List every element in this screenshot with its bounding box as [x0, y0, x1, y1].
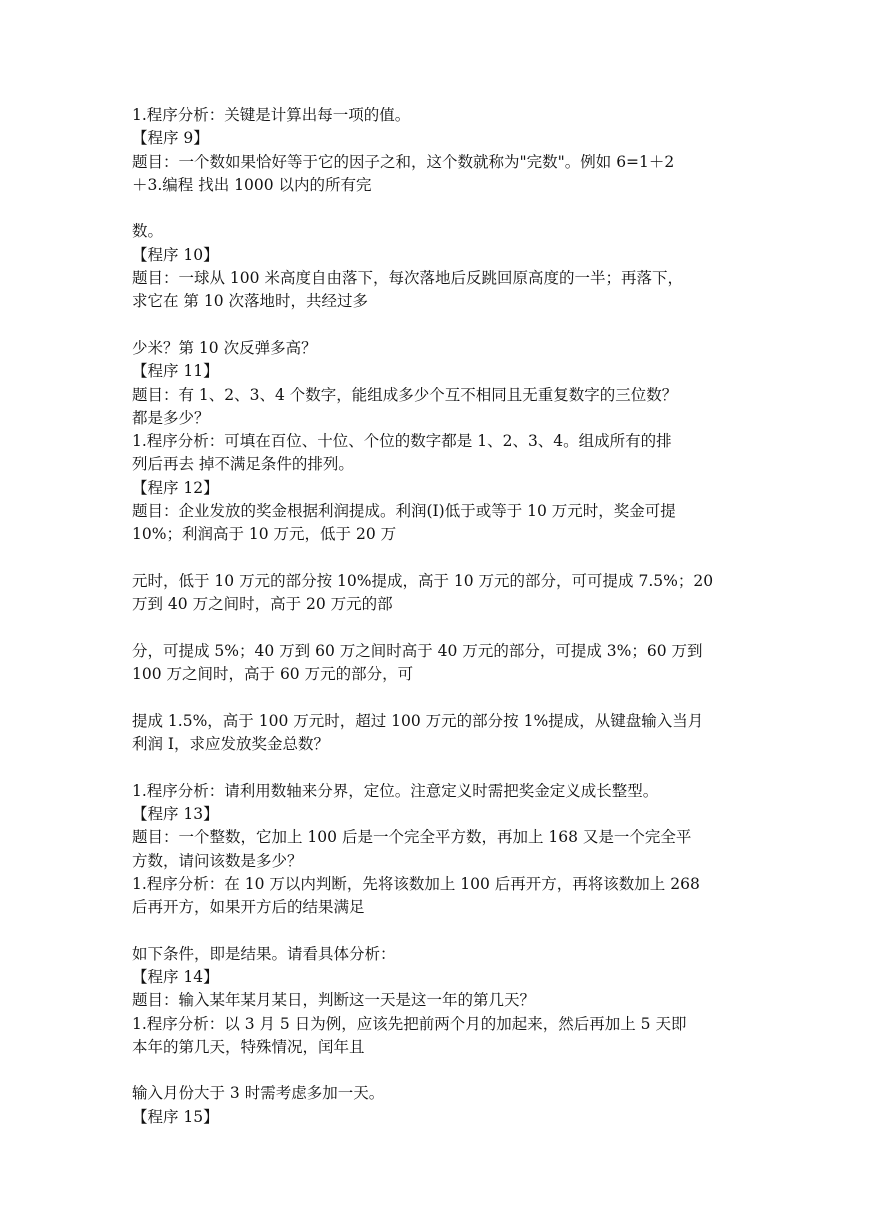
blank-line	[132, 197, 742, 220]
section-heading: 【程序 12】	[132, 478, 219, 497]
text-line: 后再开方，如果开方后的结果满足	[132, 898, 365, 917]
text-line: 列后再去 掉不满足条件的排列。	[132, 455, 354, 474]
text-line: 10%；利润高于 10 万元，低于 20 万	[132, 525, 397, 544]
blank-line	[132, 314, 742, 337]
text-line: 少米？第 10 次反弹多高？	[132, 338, 317, 357]
text-line: 题目：输入某年某月某日，判断这一天是这一年的第几天？	[132, 991, 536, 1010]
blank-line	[132, 756, 742, 779]
text-line: 1.程序分析：在 10 万以内判断，先将该数加上 100 后再开方，再将该数加上 268	[132, 874, 700, 893]
text-line: 分，可提成 5%；40 万到 60 万之间时高于 40 万元的部分，可提成 3%；60 万到	[132, 641, 703, 660]
text-line: 题目：一个数如果恰好等于它的因子之和，这个数就称为"完数"。例如 6=1＋2	[132, 152, 675, 171]
text-line: 提成 1.5%，高于 100 万元时，超过 100 万元的部分按 1%提成，从键盘输入当月	[132, 711, 704, 730]
text-line: 求它在 第 10 次落地时，共经过多	[132, 292, 369, 311]
text-line: 题目：一球从 100 米高度自由落下，每次落地后反跳回原高度的一半；再落下，	[132, 269, 683, 288]
text-line: 题目：有 1、2、3、4 个数字，能组成多少个互不相同且无重复数字的三位数？	[132, 385, 678, 404]
text-line: 1.程序分析：关键是计算出每一项的值。	[132, 106, 411, 124]
text-line: 元时，低于 10 万元的部分按 10%提成，高于 10 万元的部分，可可提成 7.5%；20	[132, 571, 714, 590]
blank-line	[132, 547, 742, 570]
text-line: 1.程序分析：可填在百位、十位、个位的数字都是 1、2、3、4。组成所有的排	[132, 432, 672, 451]
text-line: 方数，请问该数是多少？	[132, 851, 303, 870]
section-heading: 【程序 11】	[132, 362, 219, 381]
text-line: 1.程序分析：请利用数轴来分界，定位。注意定义时需把奖金定义成长整型。	[132, 781, 659, 800]
text-line: 1.程序分析：以 3 月 5 日为例，应该先把前两个月的加起来，然后再加上 5 天即	[132, 1014, 687, 1033]
text-line: 题目：一个整数，它加上 100 后是一个完全平方数，再加上 168 又是一个完全平	[132, 828, 692, 847]
blank-line	[132, 617, 742, 640]
text-line: 题目：企业发放的奖金根据利润提成。利润(I)低于或等于 10 万元时，奖金可提	[132, 502, 676, 521]
section-heading: 【程序 10】	[132, 245, 219, 264]
text-line: 都是多少？	[132, 408, 210, 427]
text-line: 100 万之间时，高于 60 万元的部分，可	[132, 665, 414, 684]
text-line: ＋3.编程 找出 1000 以内的所有完	[132, 175, 372, 194]
blank-line	[132, 1059, 742, 1082]
section-heading: 【程序 15】	[132, 1107, 219, 1126]
section-heading: 【程序 9】	[132, 129, 209, 148]
section-heading: 【程序 13】	[132, 804, 219, 823]
section-heading: 【程序 14】	[132, 967, 219, 986]
text-line: 利润 I，求应发放奖金总数？	[132, 735, 330, 754]
text-line: 万到 40 万之间时，高于 20 万元的部	[132, 595, 393, 614]
blank-line	[132, 686, 742, 709]
document-text	[132, 104, 742, 1129]
text-line: 如下条件，即是结果。请看具体分析：	[132, 944, 396, 963]
text-line: 数。	[132, 222, 164, 241]
text-line: 输入月份大于 3 时需考虑多加一天。	[132, 1084, 385, 1103]
blank-line	[132, 919, 742, 942]
text-line: 本年的第几天，特殊情况，闰年且	[132, 1037, 365, 1056]
